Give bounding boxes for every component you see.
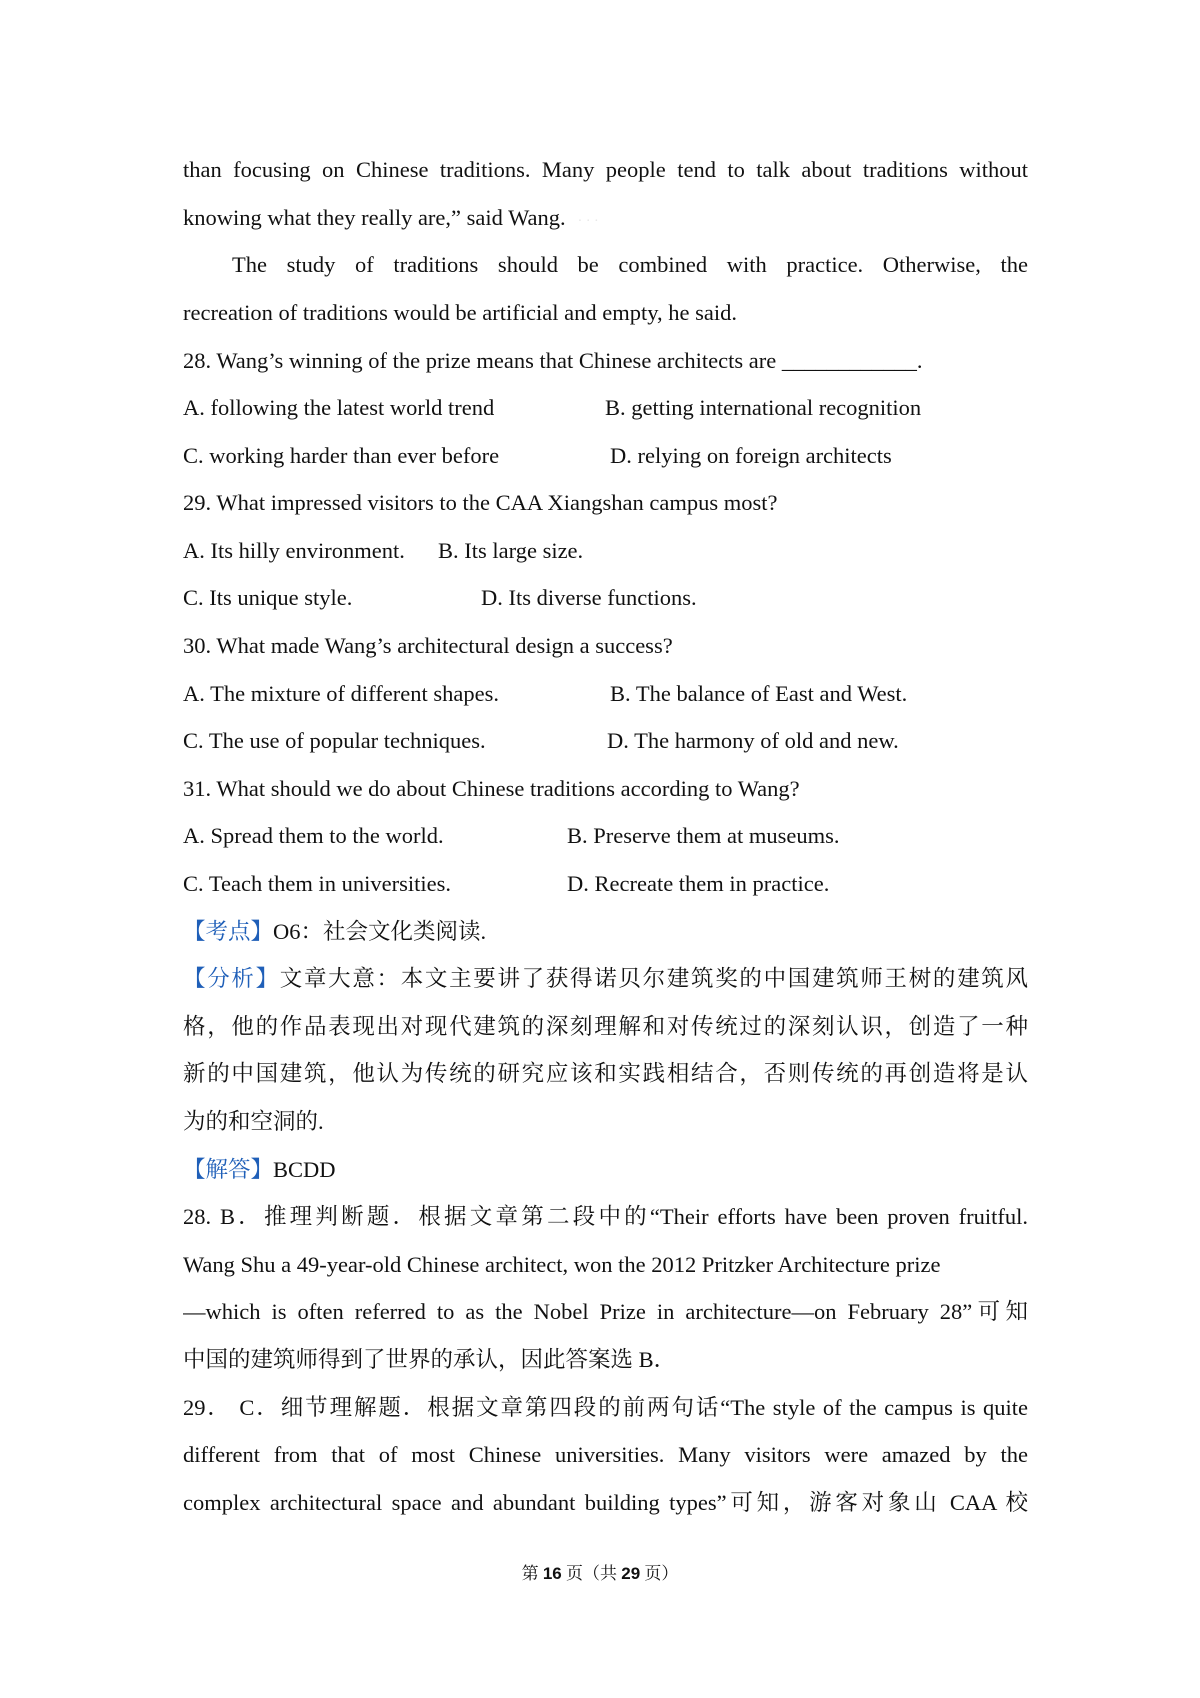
option-a: A. following the latest world trend [183,395,495,420]
question-stem: 28. Wang’s winning of the prize means that Chinese architects are ____________. [183,348,923,373]
jieda-line [183,1154,1028,1186]
explanation-line: 中国的建筑师得到了世界的承认，因此答案选 B． [183,1347,677,1372]
option-row [183,440,1028,472]
page-number: 16 [542,1564,562,1583]
explanation-line: different from that of most Chinese universities. Many visitors were amazed by the [183,1442,1028,1467]
explanation-line: 28. B．推理判断题．根据文章第二段中的“Their efforts have been proven fruitful. [183,1204,1028,1229]
passage-line: recreation of traditions would be artificial and empty, he said. [183,300,737,325]
option-c: C. Teach them in universities. [183,871,451,896]
fenxi-line: 新的中国建筑，他认为传统的研究应该和实践相结合，否则传统的再创造将是认 [183,1061,1028,1086]
option-c: C. The use of popular techniques. [183,728,486,753]
option-b: B. Preserve them at museums. [567,823,840,848]
kaodian-text: O6：社会文化类阅读. [273,919,487,944]
fenxi-line: 【分析】文章大意：本文主要讲了获得诺贝尔建筑奖的中国建筑师王树的建筑风 [183,966,1028,991]
option-row [183,392,1028,424]
option-row [183,582,1028,614]
page-footer: 第 16 页（共 29 页） [521,1564,679,1583]
watermark-mark: · · · [577,214,599,229]
option-row [183,820,1028,852]
explanation-line: 29． C．细节理解题．根据文章第四段的前两句话“The style of the campus is quite [183,1395,1028,1420]
option-c: C. Its unique style. [183,585,353,610]
passage-line: than focusing on Chinese traditions. Many people tend to talk about traditions without [183,157,1028,182]
explanation-line: —which is often referred to as the Nobel Prize in architecture—on February 28”可知 [183,1299,1028,1324]
kaodian-label: 【考点】 [183,919,274,944]
question-stem: 31. What should we do about Chinese traditions according to Wang? [183,776,800,801]
option-d: D. The harmony of old and new. [607,728,899,753]
page-total: 29 [621,1564,641,1583]
option-row [183,535,1028,567]
jieda-label: 【解答】 [183,1157,274,1182]
fenxi-line: 为的和空洞的. [183,1109,324,1134]
option-a: A. Spread them to the world. [183,823,444,848]
explanation-line: complex architectural space and abundant building types”可知，游客对象山 CAA 校 [183,1490,1028,1515]
jieda-text: BCDD [273,1157,336,1182]
option-b: B. Its large size. [438,538,584,563]
option-a: A. Its hilly environment. [183,538,405,563]
question-stem: 29. What impressed visitors to the CAA Xiangshan campus most? [183,490,778,515]
fenxi-label: 【分析】 [183,966,280,991]
fenxi-line: 格，他的作品表现出对现代建筑的深刻理解和对传统过的深刻认识，创造了一种 [183,1014,1028,1039]
option-row [183,725,1028,757]
option-d: D. relying on foreign architects [610,443,892,468]
option-b: B. The balance of East and West. [610,681,908,706]
option-d: D. Its diverse functions. [481,585,697,610]
option-a: A. The mixture of different shapes. [183,681,499,706]
option-row [183,678,1028,710]
explanation-line: Wang Shu a 49-year-old Chinese architect, won the 2012 Pritzker Architecture prize [183,1252,941,1277]
option-b: B. getting international recognition [605,395,922,420]
question-stem: 30. What made Wang’s architectural design a success? [183,633,673,658]
option-d: D. Recreate them in practice. [567,871,830,896]
passage-line: The study of traditions should be combined with practice. Otherwise, the [232,252,1028,277]
kaodian-line [183,916,1028,948]
option-c: C. working harder than ever before [183,443,500,468]
option-row [183,868,1028,900]
passage-line: knowing what they really are,” said Wang. · · · [183,205,599,230]
